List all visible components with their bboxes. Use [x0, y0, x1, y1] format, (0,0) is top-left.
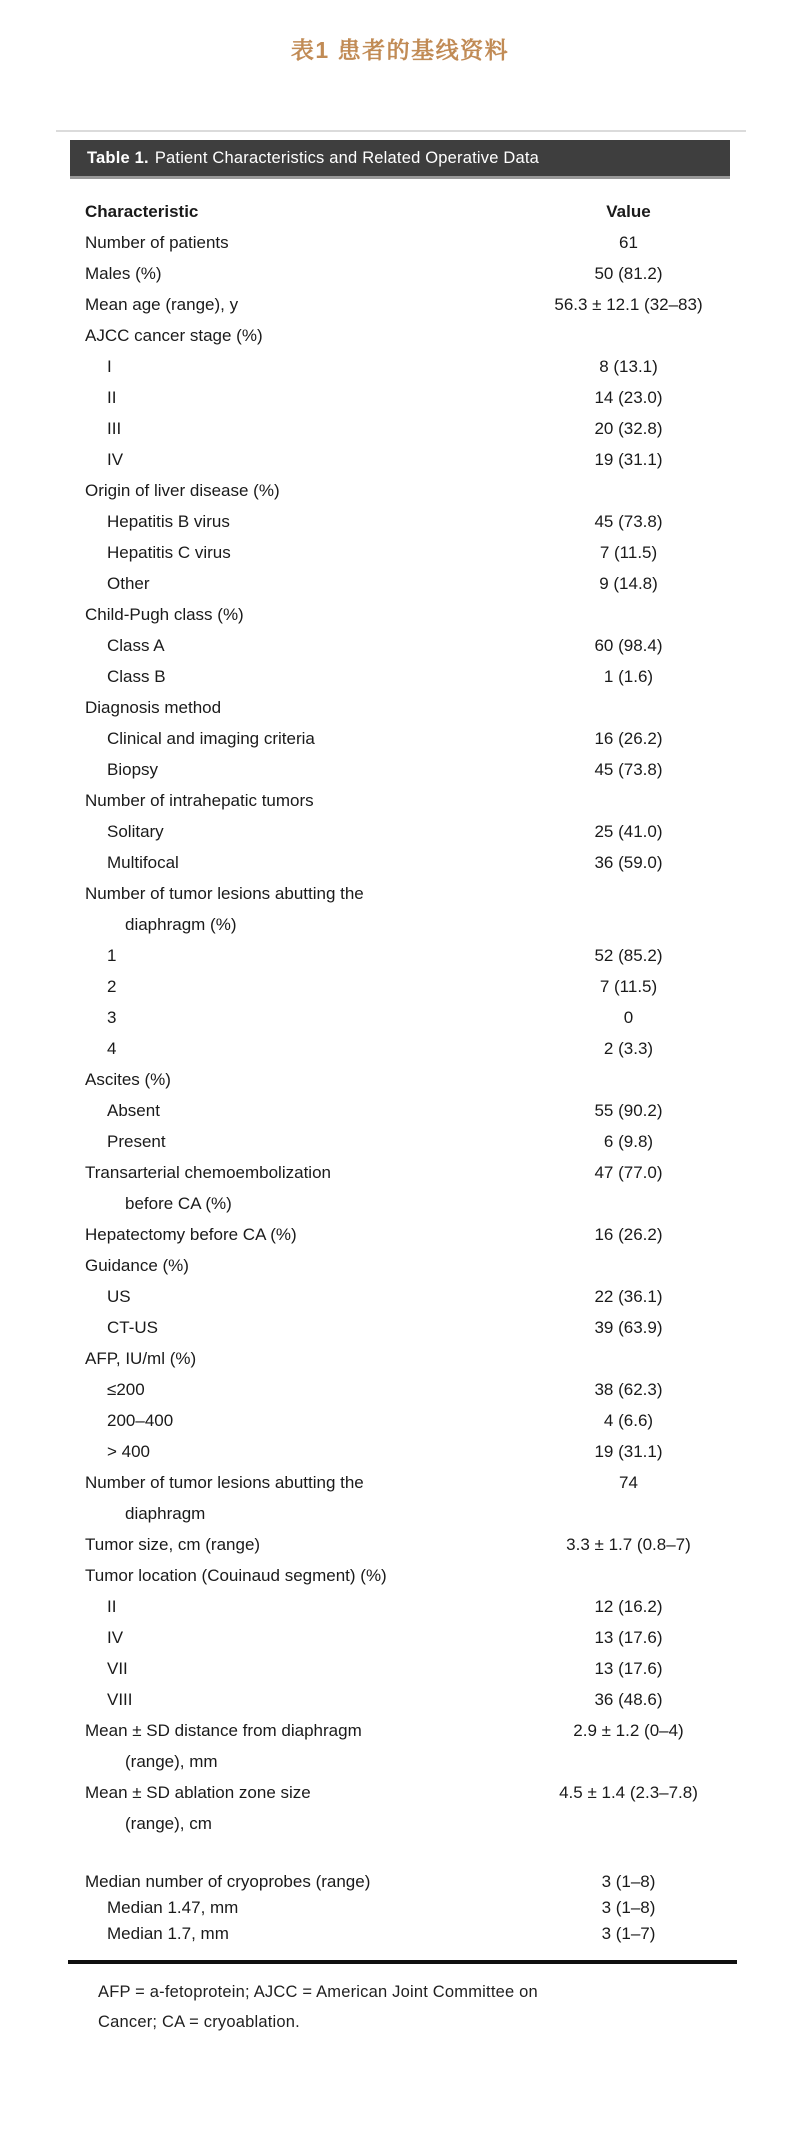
row-label-line: Number of tumor lesions abutting the: [85, 1473, 364, 1492]
table-row: [85, 351, 746, 382]
table-row: [85, 1777, 746, 1839]
table-row: [85, 1219, 746, 1250]
row-label-line: II: [107, 1597, 117, 1616]
table-row: [85, 1622, 746, 1653]
row-label-line: Number of intrahepatic tumors: [85, 791, 314, 810]
table-row: [85, 1529, 746, 1560]
table-row: [85, 444, 746, 475]
row-label-line: VII: [107, 1659, 128, 1678]
row-label: [85, 289, 511, 320]
row-label-line: 2: [107, 977, 117, 996]
table-row: [85, 1653, 746, 1684]
row-value: 38 (62.3): [594, 1380, 663, 1399]
row-label-line: I: [107, 357, 112, 376]
row-label: [85, 351, 511, 382]
row-label-line: Other: [107, 574, 150, 593]
row-value: 50 (81.2): [594, 264, 663, 283]
row-label: [85, 1095, 511, 1126]
row-label-line: Number of tumor lesions abutting the: [85, 884, 364, 903]
row-label: [85, 1684, 511, 1715]
row-label: [85, 1002, 511, 1033]
table-row: [85, 1591, 746, 1622]
table-row: [85, 971, 746, 1002]
table-body: [85, 227, 746, 1947]
table-row: [85, 692, 746, 723]
row-value: 47 (77.0): [594, 1163, 663, 1182]
row-label: [85, 1560, 511, 1591]
row-label-line: AFP, IU/ml (%): [85, 1349, 197, 1368]
table-row: [85, 475, 746, 506]
row-label: [85, 816, 511, 847]
row-label: [85, 785, 511, 816]
row-value: 45 (73.8): [594, 760, 663, 779]
table-row: [85, 785, 746, 816]
row-label-line: Class B: [107, 667, 166, 686]
table-row: [85, 1405, 746, 1436]
row-label: [85, 1281, 511, 1312]
table-footnote: [98, 1977, 738, 2037]
row-label-wrap-line: diaphragm (%): [125, 915, 237, 934]
table-row: [85, 1250, 746, 1281]
row-label: [85, 1250, 511, 1281]
table-row: [85, 1126, 746, 1157]
row-label-line: > 400: [107, 1442, 151, 1461]
row-label-line: Class A: [107, 636, 165, 655]
row-label: [85, 506, 511, 537]
table-rows: [85, 196, 746, 1947]
row-value: 13 (17.6): [594, 1659, 663, 1678]
row-label: [85, 444, 511, 475]
row-label-wrap-line: (range), cm: [125, 1814, 212, 1833]
row-label-line: Mean ± SD ablation zone size: [85, 1783, 311, 1802]
row-label-line: 4: [107, 1039, 117, 1058]
row-value: 60 (98.4): [594, 636, 663, 655]
row-label: [85, 1312, 511, 1343]
row-label: [85, 1895, 511, 1921]
row-value: 1 (1.6): [603, 667, 654, 686]
row-label: [85, 1033, 511, 1064]
row-label: [85, 971, 511, 1002]
table-row: [85, 1560, 746, 1591]
row-value: 55 (90.2): [594, 1101, 663, 1120]
row-value: 36 (48.6): [594, 1690, 663, 1709]
row-label: [85, 227, 511, 258]
row-label-line: Hepatitis C virus: [107, 543, 231, 562]
row-value: 9 (14.8): [599, 574, 658, 593]
table-row: [85, 227, 746, 258]
row-label: [85, 1126, 511, 1157]
row-label-line: Males (%): [85, 264, 162, 283]
table-row: [85, 1343, 746, 1374]
row-value: 3 (1–8): [601, 1898, 656, 1917]
table-row: [85, 723, 746, 754]
row-label: [85, 1064, 511, 1095]
row-label-line: Mean ± SD distance from diaphragm: [85, 1721, 362, 1740]
row-label-line: 1: [107, 946, 117, 965]
row-value: 7 (11.5): [599, 543, 658, 562]
row-label: [85, 1374, 511, 1405]
row-label: [85, 382, 511, 413]
value-column-header: Value: [606, 202, 651, 221]
row-label-wrap-line: before CA (%): [125, 1194, 232, 1213]
table-row: [85, 847, 746, 878]
row-value: 2.9 ± 1.2 (0–4): [573, 1721, 684, 1740]
table-title-bar: [70, 140, 730, 179]
table-row: [85, 1715, 746, 1777]
row-label: [85, 475, 511, 506]
row-value: 16 (26.2): [594, 1225, 663, 1244]
row-label-line: ≤200: [107, 1380, 145, 1399]
row-label-line: 3: [107, 1008, 117, 1027]
row-label-line: Origin of liver disease (%): [85, 481, 280, 500]
table-row: [85, 599, 746, 630]
row-value: 61: [619, 233, 638, 252]
row-label: [85, 1777, 511, 1839]
row-value: 4 (6.6): [603, 1411, 654, 1430]
row-label: [85, 1343, 511, 1374]
row-label: [85, 1591, 511, 1622]
row-label: [85, 1715, 511, 1777]
row-label: [85, 1219, 511, 1250]
row-label: [85, 1467, 511, 1529]
row-label: [85, 413, 511, 444]
table-row: [85, 258, 746, 289]
table-row: [85, 382, 746, 413]
table-title-label: Table 1.: [87, 149, 149, 167]
row-value: 3.3 ± 1.7 (0.8–7): [566, 1535, 691, 1554]
row-label-line: Median number of cryoprobes (range): [85, 1872, 371, 1891]
row-label-line: Clinical and imaging criteria: [107, 729, 315, 748]
row-label: [85, 320, 511, 351]
table-row: [85, 1312, 746, 1343]
row-label-line: AJCC cancer stage (%): [85, 326, 263, 345]
row-label: [85, 568, 511, 599]
row-label-line: 200–400: [107, 1411, 174, 1430]
row-value: 13 (17.6): [594, 1628, 663, 1647]
row-value: 74: [619, 1473, 638, 1492]
table-row: [85, 506, 746, 537]
row-label-line: IV: [107, 1628, 124, 1647]
table-row: [85, 289, 746, 320]
row-value: 52 (85.2): [594, 946, 663, 965]
row-label: [85, 661, 511, 692]
row-label-line: Present: [107, 1132, 166, 1151]
row-label-line: Tumor size, cm (range): [85, 1535, 261, 1554]
table-row: [85, 1064, 746, 1095]
row-label-line: US: [107, 1287, 131, 1306]
table-row: [85, 1002, 746, 1033]
table-row: [85, 1157, 746, 1219]
table-row: [85, 1895, 746, 1921]
characteristic-column-header: Characteristic: [85, 202, 199, 221]
row-label: [85, 258, 511, 289]
row-label: [85, 630, 511, 661]
row-value: 19 (31.1): [594, 450, 663, 469]
row-label: [85, 1622, 511, 1653]
footnote-line: AFP = a-fetoprotein; AJCC = American Joint Committee on: [98, 1983, 538, 2001]
row-label: [85, 847, 511, 878]
table-row: [85, 1684, 746, 1715]
row-value: 2 (3.3): [603, 1039, 654, 1058]
row-label-line: II: [107, 388, 117, 407]
table-row: [85, 1869, 746, 1895]
table-card: [56, 130, 746, 2037]
row-label-line: III: [107, 419, 122, 438]
row-value: 0: [623, 1008, 634, 1027]
table-title-text: Patient Characteristics and Related Operative Data: [154, 149, 540, 167]
row-label: [85, 1869, 511, 1895]
row-value: 56.3 ± 12.1 (32–83): [554, 295, 703, 314]
row-value: 14 (23.0): [594, 388, 663, 407]
table-row: [85, 537, 746, 568]
row-label-line: Biopsy: [107, 760, 159, 779]
table-row: [85, 568, 746, 599]
row-value: 7 (11.5): [599, 977, 658, 996]
row-label: [85, 1529, 511, 1560]
row-label: [85, 1405, 511, 1436]
row-label-line: Transarterial chemoembolization: [85, 1163, 331, 1182]
row-label: [85, 878, 511, 940]
table-row: [85, 1033, 746, 1064]
table-row: [85, 1374, 746, 1405]
table-row: [85, 630, 746, 661]
table-row: [85, 661, 746, 692]
table-row: [85, 320, 746, 351]
row-label-line: Ascites (%): [85, 1070, 171, 1089]
row-label-line: CT-US: [107, 1318, 158, 1337]
row-label-line: Child-Pugh class (%): [85, 605, 244, 624]
row-label: [85, 599, 511, 630]
row-value: 39 (63.9): [594, 1318, 663, 1337]
row-value: 3 (1–7): [601, 1924, 656, 1943]
row-label: [85, 940, 511, 971]
row-value: 12 (16.2): [594, 1597, 663, 1616]
row-label-line: Mean age (range), y: [85, 295, 239, 314]
row-label: [85, 537, 511, 568]
table-row: [85, 940, 746, 971]
row-label: [85, 754, 511, 785]
row-label-line: Hepatitis B virus: [107, 512, 230, 531]
row-value: 8 (13.1): [599, 357, 658, 376]
row-value: 19 (31.1): [594, 1442, 663, 1461]
row-label-line: VIII: [107, 1690, 133, 1709]
row-label-line: Guidance (%): [85, 1256, 189, 1275]
row-value: 25 (41.0): [594, 822, 663, 841]
row-value: 22 (36.1): [594, 1287, 663, 1306]
row-label-line: Median 1.47, mm: [107, 1898, 239, 1917]
row-label-line: Median 1.7, mm: [107, 1924, 229, 1943]
row-value: 36 (59.0): [594, 853, 663, 872]
row-label: [85, 723, 511, 754]
row-label: [85, 692, 511, 723]
table-row: [85, 1095, 746, 1126]
row-value: 4.5 ± 1.4 (2.3–7.8): [559, 1783, 698, 1802]
row-label: [85, 1157, 511, 1219]
row-label: [85, 1436, 511, 1467]
table-row: [85, 816, 746, 847]
page-title: 表1 患者的基线资料: [290, 37, 510, 63]
row-label-line: Tumor location (Couinaud segment) (%): [85, 1566, 387, 1585]
table-row: [85, 1436, 746, 1467]
table-row: [85, 754, 746, 785]
row-value: 16 (26.2): [594, 729, 663, 748]
row-label-line: IV: [107, 450, 124, 469]
row-label-line: Number of patients: [85, 233, 229, 252]
row-value: 20 (32.8): [594, 419, 663, 438]
table-bottom-rule: [68, 1960, 737, 1964]
table-row: [85, 1467, 746, 1529]
row-label: [85, 1921, 511, 1947]
row-label-wrap-line: (range), mm: [125, 1752, 218, 1771]
row-value: 3 (1–8): [601, 1872, 656, 1891]
row-value: 6 (9.8): [603, 1132, 654, 1151]
footnote-line: Cancer; CA = cryoablation.: [98, 2013, 300, 2031]
row-label: [85, 1653, 511, 1684]
column-header-row: [85, 196, 746, 227]
table-row: [85, 1281, 746, 1312]
table-row: [85, 413, 746, 444]
row-label-line: Multifocal: [107, 853, 179, 872]
row-value: 45 (73.8): [594, 512, 663, 531]
table-row: [85, 1921, 746, 1947]
row-label-line: Absent: [107, 1101, 160, 1120]
row-label-line: Solitary: [107, 822, 164, 841]
row-label-wrap-line: diaphragm: [125, 1504, 206, 1523]
row-label-line: Diagnosis method: [85, 698, 222, 717]
table-row: [85, 878, 746, 940]
row-label-line: Hepatectomy before CA (%): [85, 1225, 297, 1244]
